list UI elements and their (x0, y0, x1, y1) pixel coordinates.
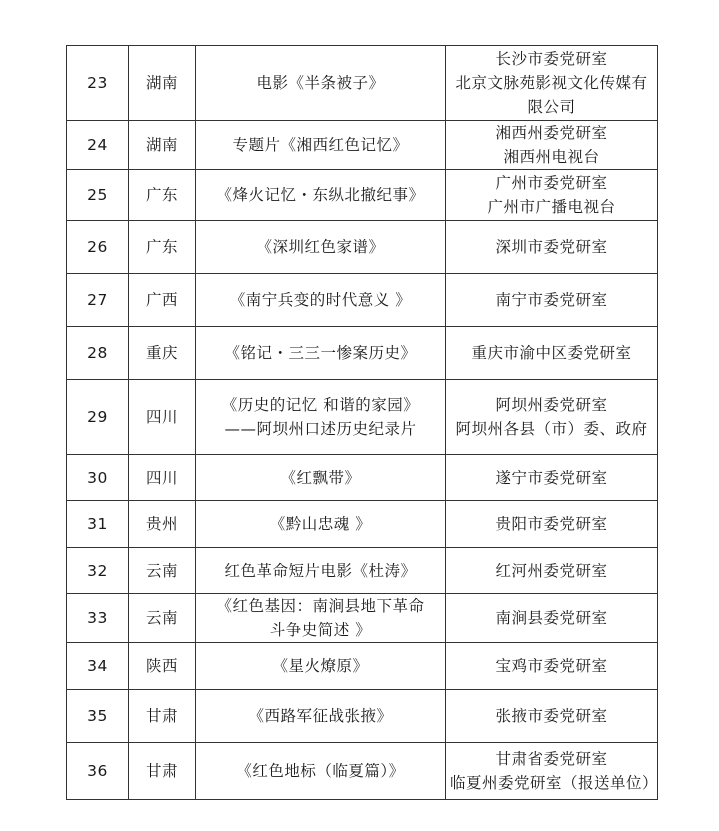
work-title-cell (196, 121, 446, 170)
work-title-line: 《铭记・三三一惨案历史》 (224, 344, 417, 362)
province: 四川 (145, 408, 178, 426)
work-title-cell (196, 170, 446, 221)
table-row (67, 327, 658, 380)
row-number-cell (67, 380, 129, 455)
row-number-cell (67, 743, 129, 800)
unit-line: 湘西州电视台 (503, 148, 600, 166)
row-number: 28 (87, 344, 108, 362)
province-cell (129, 46, 196, 121)
row-number-cell (67, 594, 129, 643)
work-title-line: 专题片《湘西红色记忆》 (232, 136, 409, 154)
units-cell (446, 274, 658, 327)
province: 重庆 (145, 344, 178, 362)
province: 广东 (145, 238, 178, 256)
table-row (67, 690, 658, 743)
unit-line: 宝鸡市委党研室 (495, 657, 608, 675)
province: 贵州 (145, 515, 178, 533)
row-number-cell (67, 690, 129, 743)
unit-line: 北京文脉苑影视文化传媒有 (455, 74, 648, 92)
unit-line: 南涧县委党研室 (495, 609, 608, 627)
unit-line: 红河州委党研室 (495, 561, 608, 580)
work-title-cell (196, 274, 446, 327)
work-title-cell (196, 46, 446, 121)
row-number: 35 (87, 707, 108, 725)
units-cell (446, 743, 658, 800)
row-number: 24 (87, 136, 108, 154)
work-title-line: 电影《半条被子》 (256, 74, 385, 92)
province-cell (129, 501, 196, 548)
work-title-cell (196, 643, 446, 690)
table-row (67, 380, 658, 455)
unit-line: 长沙市委党研室 (495, 50, 608, 68)
unit-line: 广州市委党研室 (495, 174, 608, 192)
work-title-line: 《烽火记忆・东纵北撤纪事》 (216, 186, 425, 204)
row-number-cell (67, 501, 129, 548)
row-number-cell (67, 327, 129, 380)
work-title-line: 红色革命短片电影《杜涛》 (224, 561, 417, 580)
works-table-body (67, 46, 658, 800)
work-title-line: ——阿坝州口述历史纪录片 (224, 420, 417, 438)
row-number-cell (67, 455, 129, 501)
row-number: 36 (87, 762, 108, 780)
units-cell (446, 327, 658, 380)
table-row (67, 170, 658, 221)
province-cell (129, 743, 196, 800)
units-cell (446, 501, 658, 548)
unit-line: 临夏州委党研室（报送单位） (450, 774, 659, 792)
work-title-cell (196, 380, 446, 455)
work-title-line: 《深圳红色家谱》 (256, 238, 385, 256)
unit-line: 阿坝州各县（市）委、政府 (455, 420, 648, 438)
unit-line: 广州市广播电视台 (487, 198, 616, 216)
province: 广西 (145, 291, 178, 309)
units-cell (446, 594, 658, 643)
row-number: 25 (87, 186, 108, 204)
table-row (67, 743, 658, 800)
province-cell (129, 690, 196, 743)
row-number-cell (67, 643, 129, 690)
work-title-line: 《红色基因：南涧县地下革命 (216, 597, 425, 615)
province-cell (129, 274, 196, 327)
table-row (67, 121, 658, 170)
works-table (66, 45, 658, 800)
work-title-line: 《红色地标（临夏篇）》 (236, 762, 405, 780)
row-number-cell (67, 548, 129, 594)
work-title-cell (196, 594, 446, 643)
table-row (67, 274, 658, 327)
units-cell (446, 455, 658, 501)
province-cell (129, 221, 196, 274)
units-cell (446, 221, 658, 274)
work-title-line: 《西路军征战张掖》 (248, 707, 393, 725)
units-cell (446, 690, 658, 743)
province: 云南 (145, 561, 178, 580)
work-title-line: 《黔山忠魂 》 (269, 515, 372, 533)
unit-line: 遂宁市委党研室 (495, 468, 608, 487)
table-row (67, 46, 658, 121)
work-title-line: 《红飘带》 (280, 468, 361, 487)
province: 四川 (145, 468, 178, 487)
row-number: 31 (87, 515, 108, 533)
unit-line: 甘肃省委党研室 (495, 750, 608, 768)
unit-line: 湘西州委党研室 (495, 124, 608, 142)
work-title-cell (196, 743, 446, 800)
units-cell (446, 548, 658, 594)
work-title-line: 《星火燎原》 (272, 657, 369, 675)
province-cell (129, 643, 196, 690)
province: 陕西 (145, 657, 178, 675)
work-title-cell (196, 455, 446, 501)
units-cell (446, 380, 658, 455)
province: 甘肃 (145, 707, 178, 725)
unit-line: 重庆市渝中区委党研室 (471, 344, 632, 362)
row-number-cell (67, 170, 129, 221)
province: 湖南 (145, 136, 178, 154)
row-number-cell (67, 221, 129, 274)
province-cell (129, 594, 196, 643)
province-cell (129, 380, 196, 455)
province: 云南 (145, 609, 178, 627)
work-title-line: 斗争史简述 》 (269, 621, 372, 639)
unit-line: 南宁市委党研室 (495, 291, 608, 309)
unit-line: 阿坝州委党研室 (495, 396, 608, 414)
province-cell (129, 170, 196, 221)
row-number: 33 (87, 609, 108, 627)
table-row (67, 221, 658, 274)
unit-line: 深圳市委党研室 (495, 238, 608, 256)
row-number: 32 (87, 561, 108, 580)
work-title-cell (196, 690, 446, 743)
work-title-cell (196, 548, 446, 594)
work-title-cell (196, 221, 446, 274)
units-cell (446, 121, 658, 170)
row-number: 30 (87, 468, 108, 487)
row-number: 26 (87, 238, 108, 256)
units-cell (446, 46, 658, 121)
province: 湖南 (145, 74, 178, 92)
province: 广东 (145, 186, 178, 204)
province-cell (129, 548, 196, 594)
work-title-line: 《南宁兵变的时代意义 》 (229, 291, 412, 309)
table-row (67, 548, 658, 594)
table-row (67, 643, 658, 690)
unit-line: 张掖市委党研室 (495, 707, 608, 725)
row-number: 23 (87, 74, 108, 92)
province-cell (129, 455, 196, 501)
units-cell (446, 170, 658, 221)
units-cell (446, 643, 658, 690)
province: 甘肃 (145, 762, 178, 780)
work-title-cell (196, 501, 446, 548)
row-number: 29 (87, 408, 108, 426)
work-title-line: 《历史的记忆 和谐的家园》 (221, 396, 420, 414)
row-number-cell (67, 46, 129, 121)
table-row (67, 594, 658, 643)
row-number-cell (67, 274, 129, 327)
work-title-cell (196, 327, 446, 380)
row-number: 27 (87, 291, 108, 309)
province-cell (129, 327, 196, 380)
unit-line: 限公司 (527, 98, 576, 116)
row-number-cell (67, 121, 129, 170)
table-row (67, 501, 658, 548)
unit-line: 贵阳市委党研室 (495, 515, 608, 533)
row-number: 34 (87, 657, 108, 675)
table-row (67, 455, 658, 501)
province-cell (129, 121, 196, 170)
